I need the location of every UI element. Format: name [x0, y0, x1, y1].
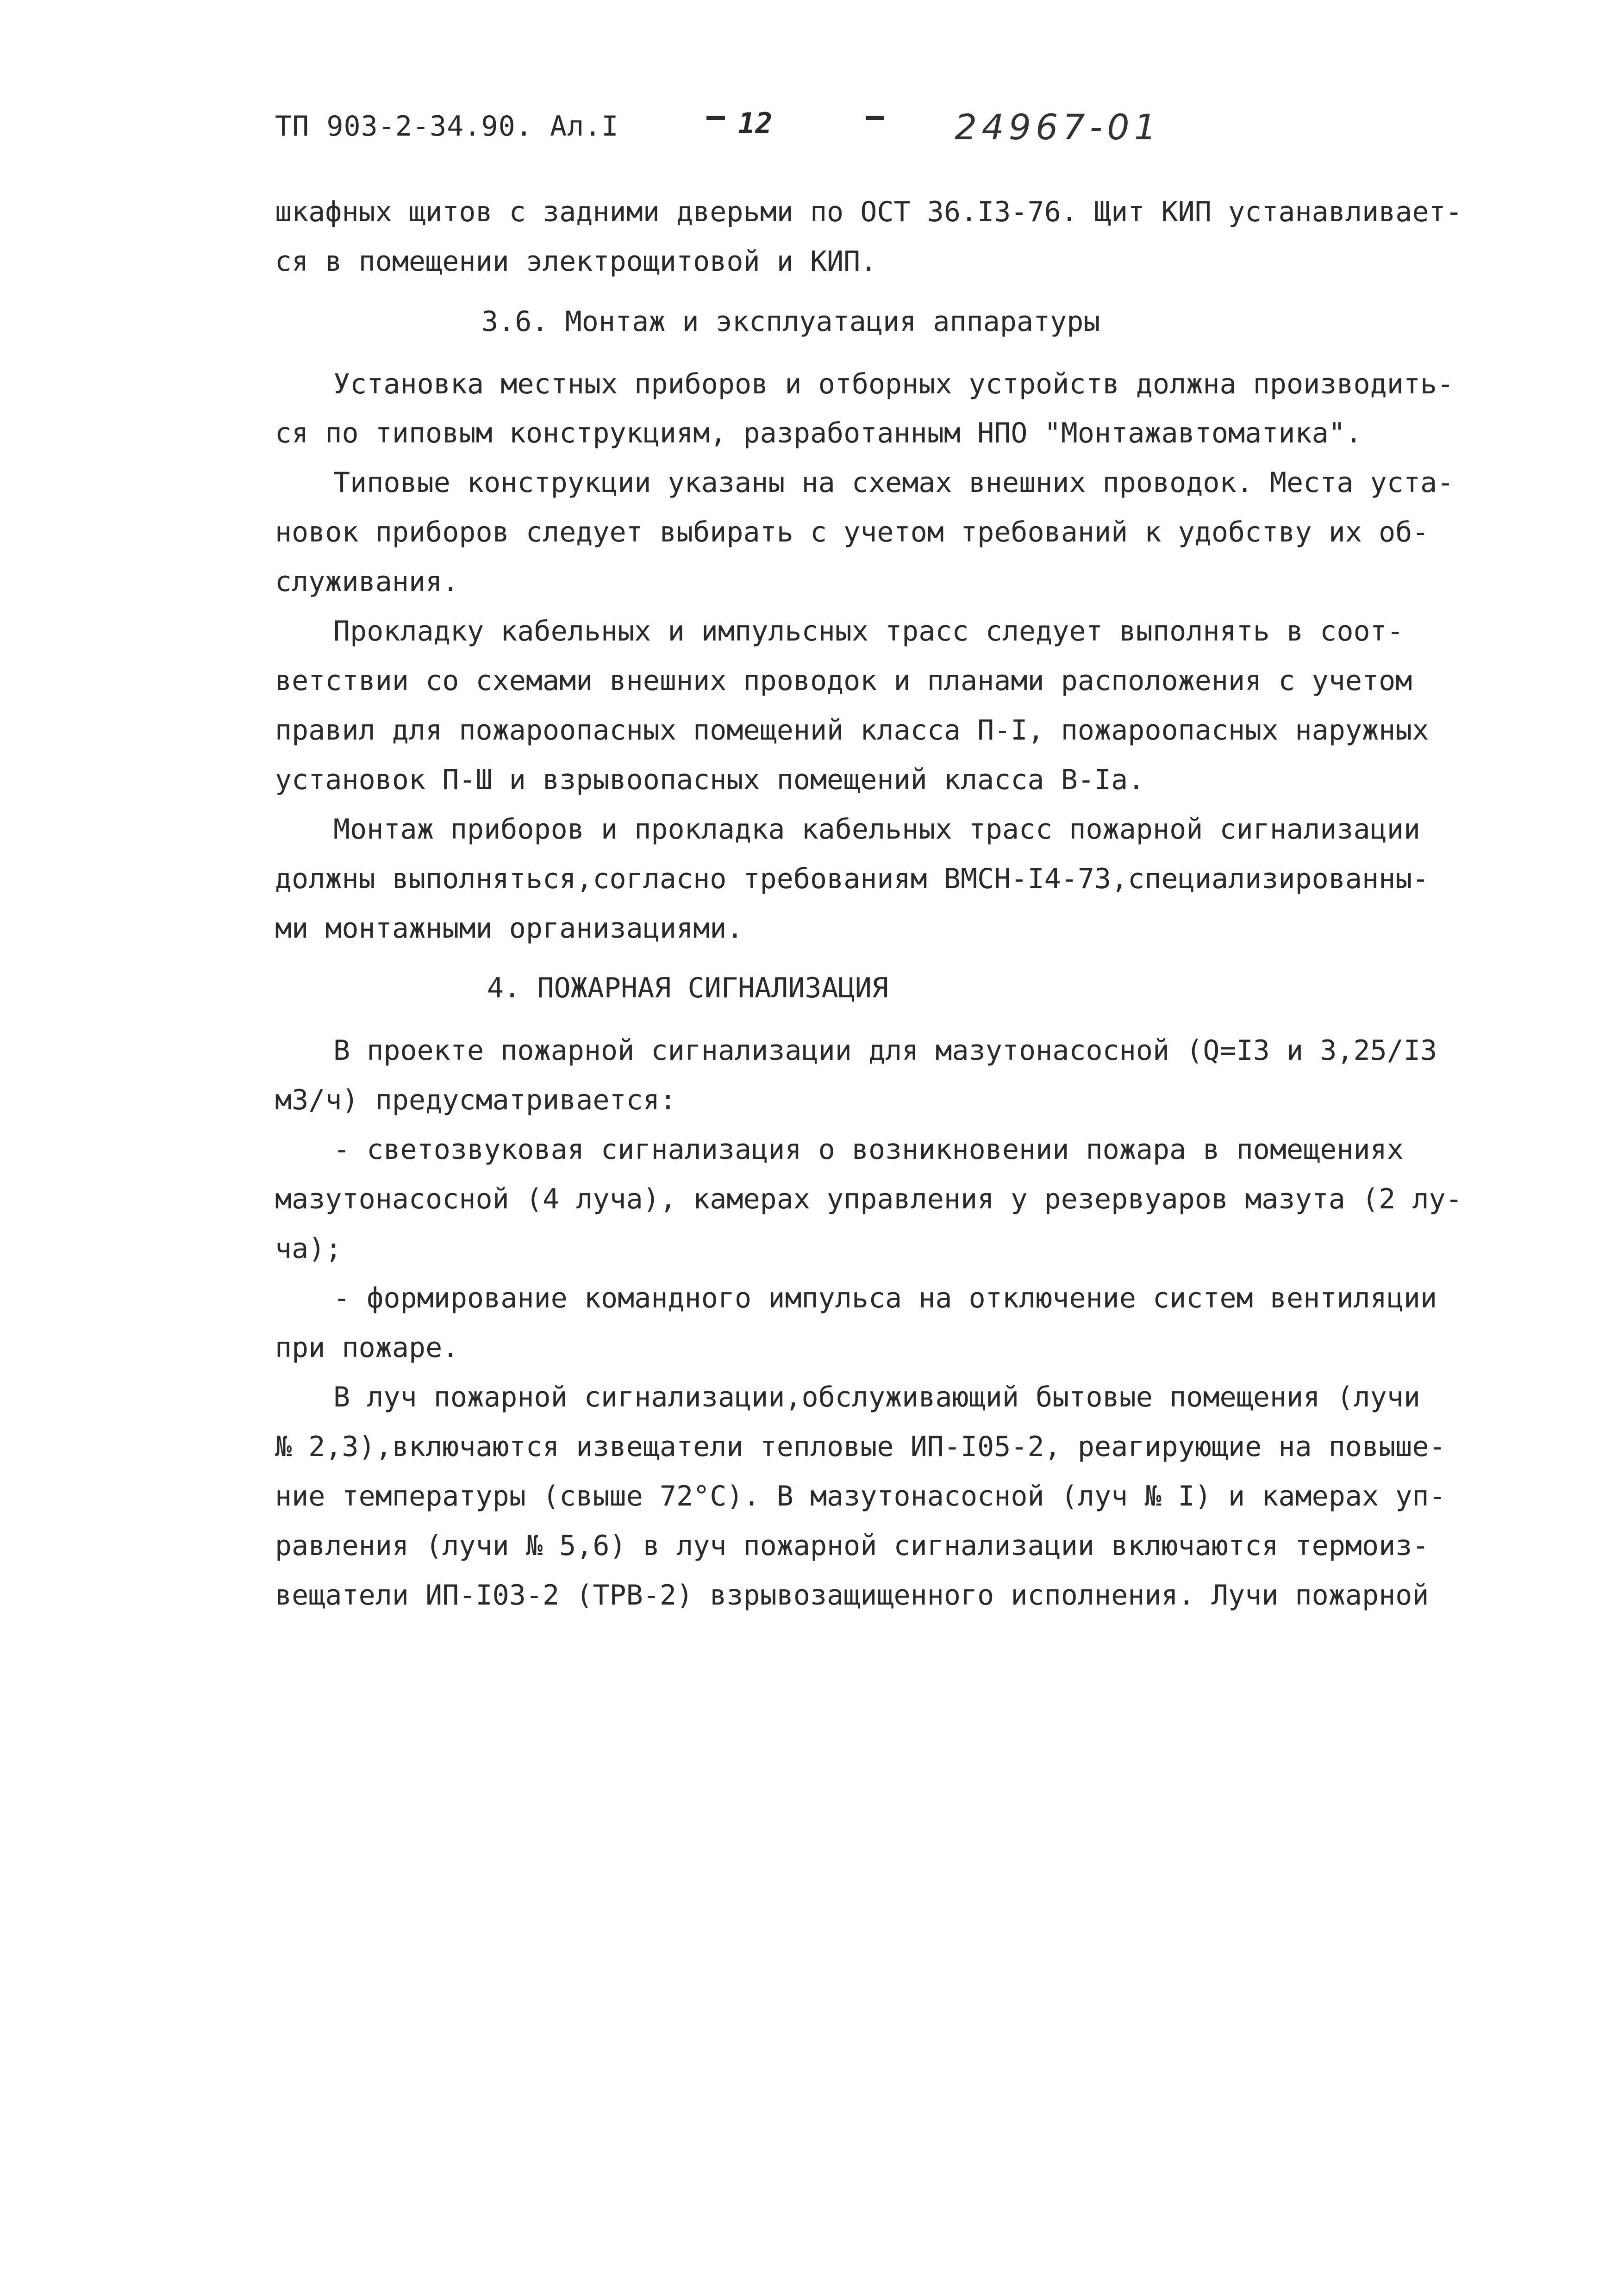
text-line: правил для пожароопасных помещений класса П-I, пожароопасных наружных [275, 714, 1429, 747]
text-line: вещатели ИП-I03-2 (ТРВ-2) взрывозащищенного исполнения. Лучи пожарной [275, 1579, 1429, 1612]
text-line: при пожаре. [275, 1332, 459, 1364]
text-line: ние температуры (свыше 72°С). В мазутонасосной (луч № I) и камерах уп- [275, 1480, 1446, 1512]
text-line: служивания. [275, 566, 459, 598]
page-number-dash-left [706, 116, 725, 120]
text-line: В луч пожарной сигнализации,обслуживающий бытовые помещения (лучи [333, 1381, 1420, 1413]
text-line: м3/ч) предусматривается: [275, 1084, 676, 1116]
text-line: Типовые конструкции указаны на схемах внешних проводок. Места уста- [333, 467, 1454, 499]
text-line: шкафных щитов с задними дверьми по ОСТ 36.I3-76. Щит КИП устанавливает- [275, 196, 1462, 228]
inventory-number: 24967-01 [955, 106, 1161, 148]
text-line: Монтаж приборов и прокладка кабельных трасс пожарной сигнализации [333, 813, 1420, 846]
text-line: ся по типовым конструкциям, разработанным НПО "Монтажавтоматика". [275, 417, 1362, 449]
text-line: равления (лучи № 5,6) в луч пожарной сигнализации включаются термоиз- [275, 1530, 1429, 1562]
list-item: - светозвуковая сигнализация о возникновении пожара в помещениях [333, 1133, 1404, 1166]
text-line: ча); [275, 1232, 342, 1265]
text-line: новок приборов следует выбирать с учетом требований к удобству их об- [275, 516, 1429, 548]
text-line: Прокладку кабельных и импульсных трасс следует выполнять в соот- [333, 615, 1404, 647]
text-line: В проекте пожарной сигнализации для мазутонасосной (Q=I3 и 3,25/I3 [333, 1034, 1437, 1067]
text-line: мазутонасосной (4 луча), камерах управления у резервуаров мазута (2 лу- [275, 1183, 1462, 1215]
section-heading: 3.6. Монтаж и эксплуатация аппаратуры [481, 305, 1100, 338]
list-item: - формирование командного импульса на отключение систем вентиляции [333, 1282, 1437, 1314]
page-number-dash-right [866, 116, 884, 120]
text-line: Установка местных приборов и отборных устройств должна производить- [333, 368, 1454, 400]
page-header [275, 106, 1386, 161]
text-line: должны выполняться,согласно требованиям ВМСН-I4-73,специализированны- [275, 863, 1429, 895]
text-line: установок П-Ш и взрывоопасных помещений класса В-Iа. [275, 764, 1145, 796]
text-line: ми монтажными организациями. [275, 912, 743, 945]
section-heading: 4. ПОЖАРНАЯ СИГНАЛИЗАЦИЯ [487, 972, 888, 1004]
document-code: ТП 903-2-34.90. Ал.I [275, 110, 619, 143]
text-line: № 2,3),включаются извещатели тепловые ИП-I05-2, реагирующие на повыше- [275, 1431, 1446, 1463]
text-line: ся в помещении электрощитовой и КИП. [275, 245, 877, 278]
text-line: ветствии со схемами внешних проводок и планами расположения с учетом [275, 665, 1412, 697]
page-number: 12 [738, 106, 773, 140]
